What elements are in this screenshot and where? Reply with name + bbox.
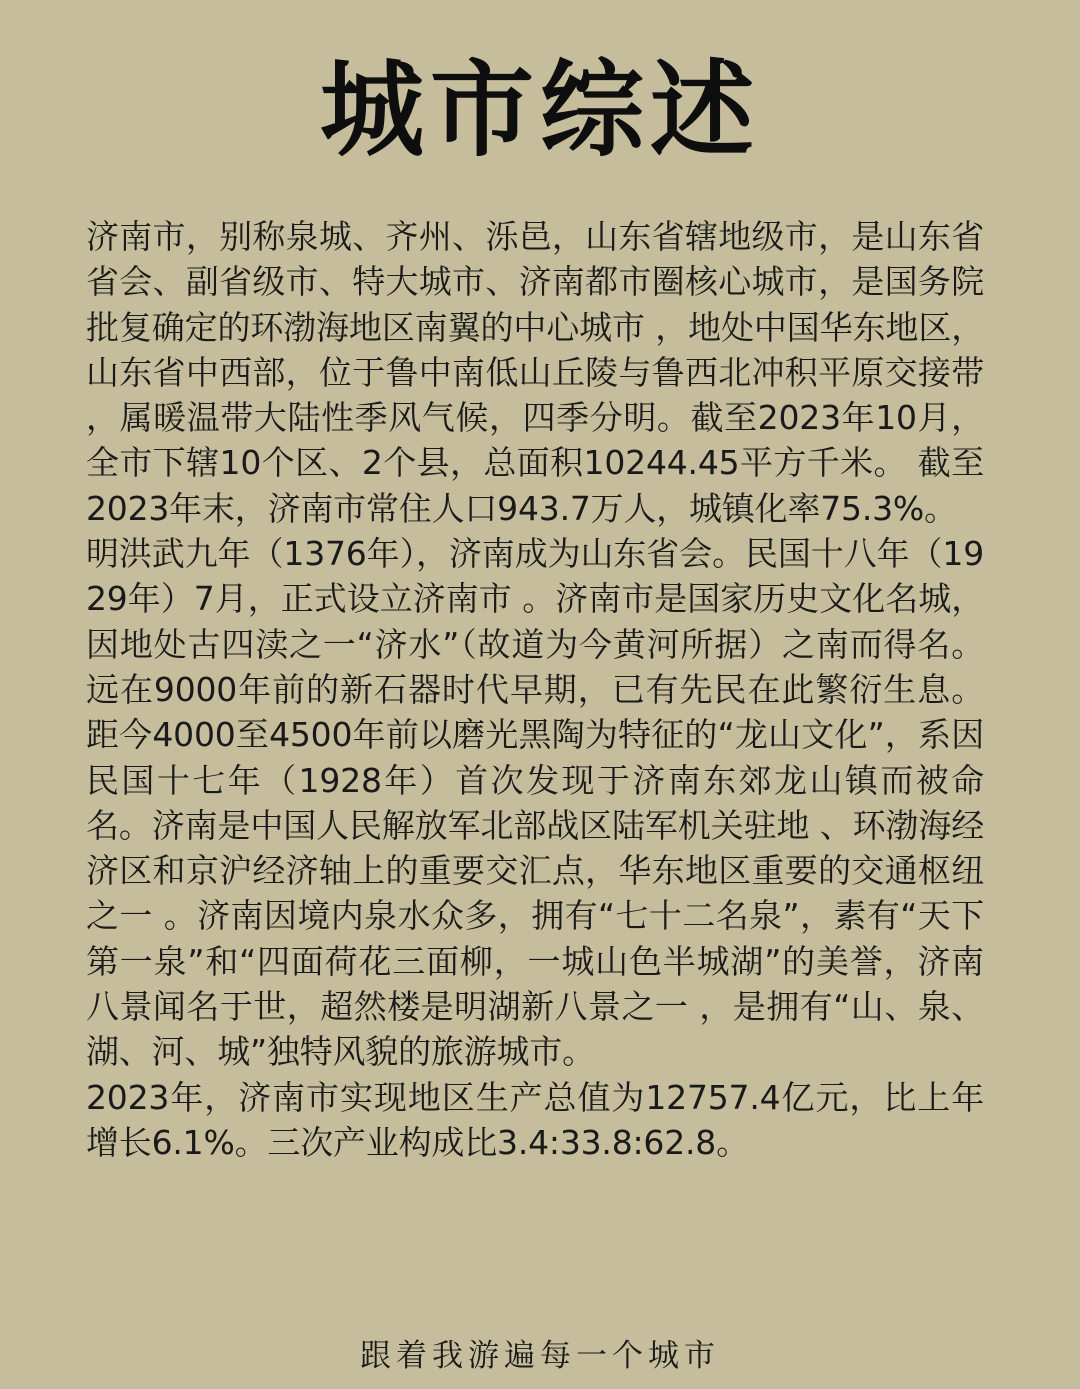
paragraph-history: 明洪武九年（1376年），济南成为山东省会。民国十八年（1929年）7月，正式设立济南市 。济南市是国家历史文化名城，因地处古四渎之一“济水”（故道为今黄河所据）之南而得名。远在9000年前的新石器时代早期，已有先民在此繁衍生息。距今4000至4500年前以磨光黑陶为特征的“龙山文化”，系因民国十七年（1928年）首次发现于济南东郊龙山镇而被命名。济南是中国人民解放军北部战区陆军机关驻地 、环渤海经济区和京沪经济轴上的重要交汇点，华东地区重要的交通枢纽之一 。济南因境内泉水众多，拥有“七十二名泉”，素有“天下第一泉”和“四面荷花三面柳，一城山色半城湖”的美誉，济南八景闻名于世，超然楼是明湖新八景之一 ，是拥有“山、泉、湖、河、城”独特风貌的旅游城市。 (86, 534, 984, 1072)
paragraph-economy: 2023年，济南市实现地区生产总值为12757.4亿元，比上年增长6.1%。三次产业构成比3.4:33.8:62.8。 (86, 1077, 984, 1162)
paragraph-overview: 济南市，别称泉城、齐州、泺邑，山东省辖地级市，是山东省省会、副省级市、特大城市、济南都市圈核心城市，是国务院批复确定的环渤海地区南翼的中心城市 ，地处中国华东地区，山东省中西部，位于鲁中南低山丘陵与鲁西北冲积平原交接带 ，属暖温带大陆性季风气候，四季分明。截至2023年10月，全市下辖10个区、2个县，总面积10244.45平方千米。 截至2023年末，济南市常住人口943.7万人，城镇化率75.3%。 (86, 217, 984, 528)
footer-slogan: 跟着我游遍每一个城市 (360, 1338, 720, 1374)
article-body (86, 214, 984, 1165)
page-title: 城市综述 (319, 49, 760, 171)
